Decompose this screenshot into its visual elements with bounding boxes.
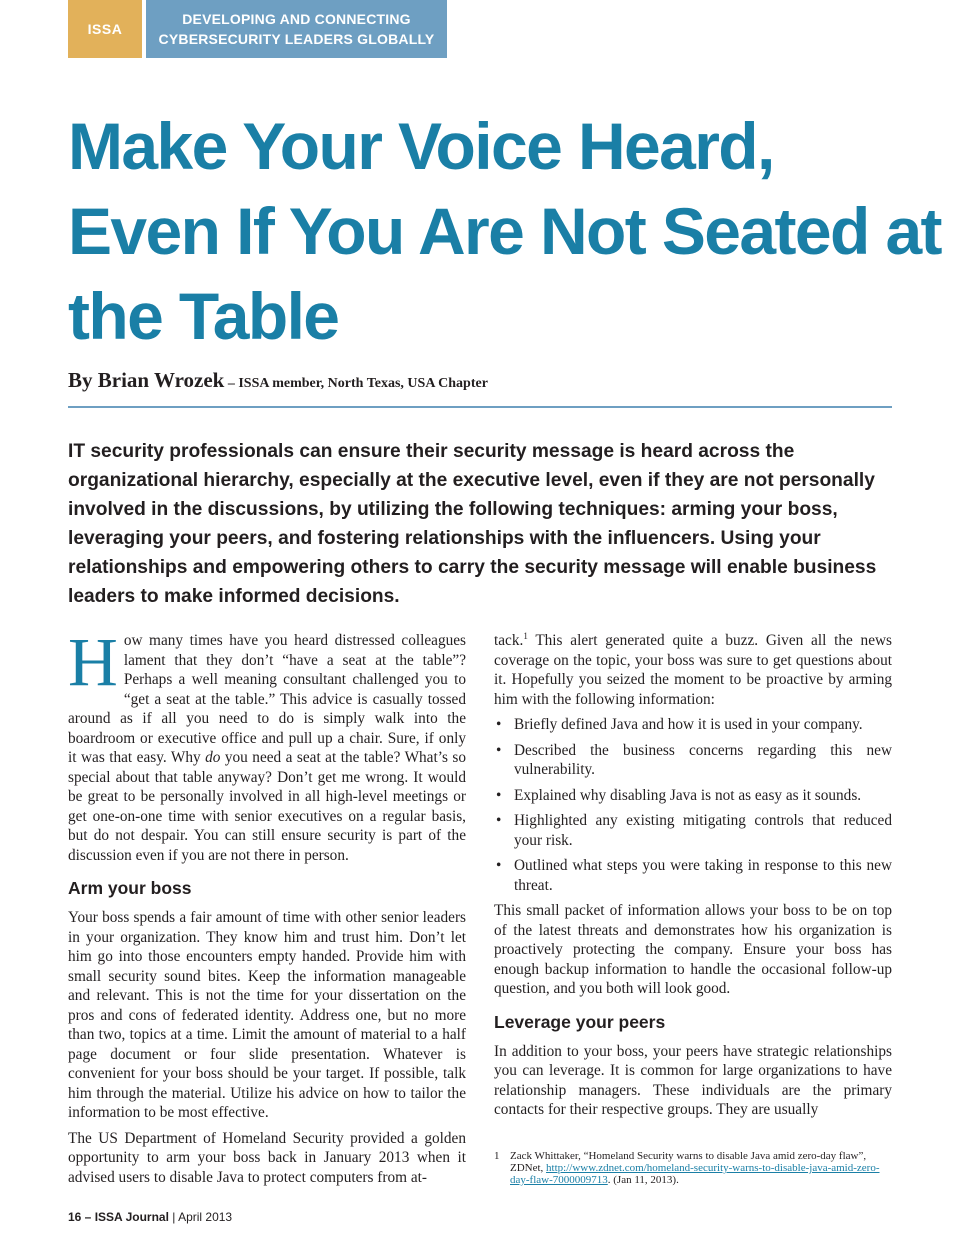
- article-title: [68, 104, 941, 359]
- list-item-text: Highlighted any existing mitigating controls that reduced your risk.: [514, 812, 892, 849]
- list-item: [494, 786, 892, 806]
- drop-cap: H: [68, 624, 118, 700]
- list-item: [494, 715, 892, 735]
- title-line-1: Make Your Voice Heard,: [68, 109, 774, 183]
- issa-tab-label: ISSA: [87, 21, 123, 37]
- title-divider: [68, 406, 892, 408]
- intro-paragraph: [68, 624, 466, 865]
- title-line-2: Even If You Are Not Seated at: [68, 194, 941, 268]
- bullet-list: [494, 715, 892, 895]
- footnote: [494, 1150, 892, 1186]
- list-item: [494, 856, 892, 895]
- bullet-icon: •: [496, 812, 502, 829]
- issa-tab: [68, 0, 142, 58]
- folio-separator: |: [168, 1210, 179, 1224]
- page-folio: [68, 1210, 232, 1224]
- footnote-reference[interactable]: 1: [523, 630, 528, 641]
- title-line-3: the Table: [68, 279, 339, 353]
- left-column: [68, 624, 466, 1193]
- byline: [68, 368, 488, 393]
- bullet-icon: •: [496, 741, 502, 759]
- issue-date: April 2013: [178, 1210, 233, 1224]
- footnote-link[interactable]: http://www.zdnet.com/homeland-security-warns-to-disable-java-amid-zero-day-flaw-7000009713: [510, 1162, 880, 1186]
- bullet-icon: •: [496, 716, 502, 733]
- page-number: 16 – ISSA Journal: [68, 1210, 169, 1224]
- heading-leverage-peers: Leverage your peers: [494, 1011, 666, 1032]
- list-item-text: Described the business concerns regarding this new vulnerability.: [514, 741, 892, 778]
- list-item-text: Explained why disabling Java is not as easy as it sounds.: [514, 786, 862, 804]
- packet-paragraph: This small packet of information allows your boss to be on top of the latest threats and demonstrates how his organization is proactively protecting the company. Ensure your boss has enough backup information to handle the occasional follow-up question, and you both will look good.: [494, 902, 892, 997]
- tagline-line-2: CYBERSECURITY LEADERS GLOBALLY: [158, 31, 435, 47]
- heading-arm-your-boss: Arm your boss: [68, 878, 192, 898]
- continued-text-tail: This alert generated quite a buzz. Given all the news coverage on the topic, your boss was sure to get questions about it. Hopefully you seized the moment to be proactive by arming him with the following information:: [494, 632, 892, 708]
- tagline-line-1: DEVELOPING AND CONNECTING: [182, 11, 411, 27]
- peers-paragraph: In addition to your boss, your peers have strategic relationships you can leverage. It is common for large organizations to have relationship managers. These individuals are the primary contacts for their respective groups. They are usually: [494, 1042, 892, 1118]
- footnote-number: 1: [494, 1150, 500, 1162]
- bullet-icon: •: [496, 786, 502, 804]
- author-affiliation: – ISSA member, North Texas, USA Chapter: [224, 376, 488, 391]
- list-item: [494, 741, 892, 780]
- arm-paragraph: Your boss spends a fair amount of time with other senior leaders in your organization. They know him and trust him. Don’t let him go into those encounters empty handed. Provide him with small security sound bites. Keep the information manageable and relevant. This is not the time for your dissertation on the pros and cons of federated identity. Address one, but no more than two, topics at a time. Limit the amount of material to a half page document or four slide presentation. Whatever is convenient for your boss should be your target. If possible, talk him through the material. Utilize his advice on how to tailor the information to be most effective.: [68, 909, 466, 1121]
- intro-text-tail: you need a seat at the table? What’s so special about that table anyway? Don’t get me wrong. It would be great to be personally involved in all high-level meetings or get one-on-one time with senior executives on a regular basis, but do not despair. You can still ensure security is part of the discussion even if you are not there in person.: [68, 749, 466, 864]
- continued-text: tack.: [494, 632, 524, 649]
- tagline-banner: [146, 0, 447, 58]
- footnote-tail: . (Jan 11, 2013).: [607, 1174, 679, 1186]
- list-item-text: Outlined what steps you were taking in response to this new threat.: [514, 857, 892, 894]
- dhs-paragraph: The US Department of Homeland Security provided a golden opportunity to arm your boss back in January 2013 when it advised users to disable Java to protect computers from at-: [68, 1129, 466, 1186]
- author-name: By Brian Wrozek: [68, 368, 225, 392]
- intro-emphasis: do: [205, 749, 221, 766]
- intro-text: ow many times have you heard distressed colleagues lament that they don’t “have a seat at the table”? Perhaps a well meaning consultant challenged you to “get a seat at the table.” This advice is casually tossed around as if all you need to do is simply walk into the boardroom or executive office and pull up a chair. Sure, if only it was that easy. Why: [68, 632, 466, 766]
- article-abstract: IT security professionals can ensure their security message is heard across the organizational hierarchy, especially at the executive level, even if they are not personally involved in the discussions, by utilizing the following techniques: arming your boss, leveraging your peers, and fostering relationships with the influencers. Using your relationships and empowering others to carry the security message will enable business leaders to make informed decisions.: [68, 441, 877, 607]
- bullet-icon: •: [496, 857, 502, 874]
- continued-paragraph: [494, 631, 892, 709]
- footnote-text: Zack Whittaker, “Homeland Security warns to disable Java amid zero-day flaw”, ZDNet,: [510, 1150, 867, 1174]
- right-column: [494, 631, 892, 1126]
- list-item-text: Briefly defined Java and how it is used in your company.: [514, 716, 863, 733]
- list-item: [494, 811, 892, 850]
